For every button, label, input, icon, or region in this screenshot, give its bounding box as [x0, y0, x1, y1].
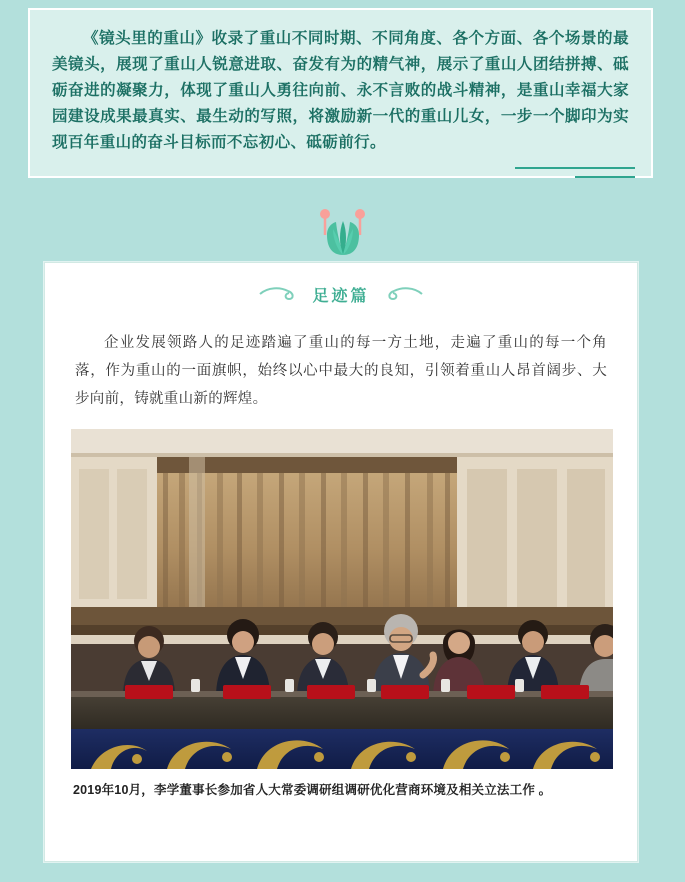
intro-decorative-rules: [455, 167, 635, 178]
meeting-photo-illustration: [71, 429, 613, 769]
rule-line-short: [575, 176, 635, 178]
intro-paragraph: 《镜头里的重山》收录了重山不同时期、不同角度、各个方面、各个场景的最美镜头，展现了重山人锐意进取、奋发有为的精气神，展示了重山人团结拼搏、砥砺奋进的凝聚力，体现了重山人勇往向前、永不言败的战斗精神，是重山幸福大家园建设成果最真实、最生动的写照，将激励新一代的重山儿女，一步一个脚印为实现百年重山的奋斗目标而不忘初心、砥砺前行。: [52, 30, 629, 151]
card-title: 足迹篇: [312, 287, 370, 305]
card-title-row: [45, 263, 637, 325]
meeting-photo: [71, 429, 613, 769]
content-card: [44, 262, 638, 862]
rule-line-long: [515, 167, 635, 169]
sprout-decoration: [0, 205, 685, 255]
intro-panel-inner: [52, 26, 629, 156]
card-body-paragraph: 企业发展领路人的足迹踏遍了重山的每一方土地，走遍了重山的每一个角落，作为重山的一面旗帜，始终以心中最大的良知，引领着重山人昂首阔步、大步向前，铸就重山新的辉煌。: [75, 335, 607, 407]
swirl-right-icon: [384, 285, 424, 303]
intro-panel: [28, 8, 653, 178]
swirl-left-icon: [258, 285, 298, 303]
photo-caption: 2019年10月，李学董事长参加省人大常委调研组调研优化营商环境及相关立法工作 。: [73, 783, 552, 797]
sprout-icon: [308, 205, 378, 255]
